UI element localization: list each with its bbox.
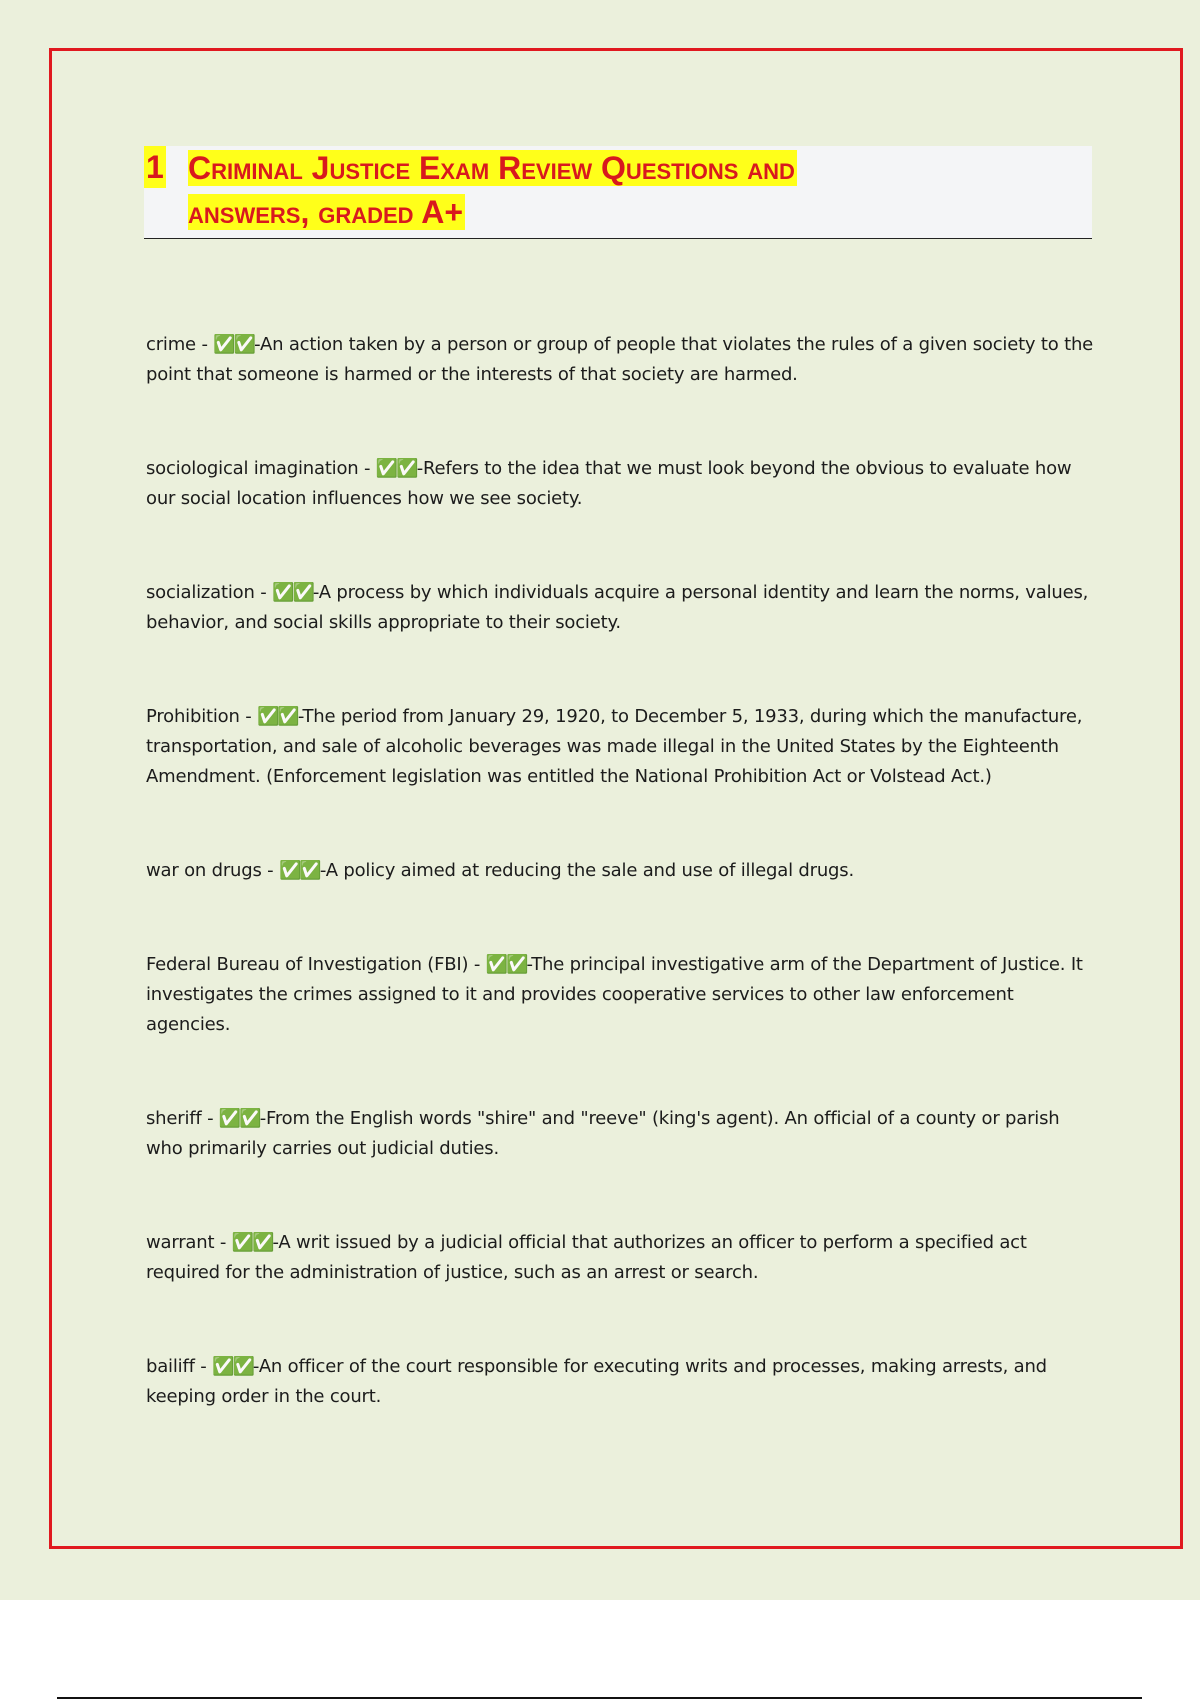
entry-list [146,330,1096,1412]
entry-term: war on drugs [146,860,262,881]
list-item: sheriff - ✅✅-From the English words "shire" and "reeve" (king's agent). An official of a county or parish who primarily carries out judicial duties. [146,1108,1060,1159]
list-item: crime - ✅✅-An action taken by a person or group of people that violates the rules of a given society to the point that someone is harmed or the interests of that society are harmed. [146,334,1094,385]
entry-term: Prohibition [146,706,240,727]
list-item: warrant - ✅✅-A writ issued by a judicial official that authorizes an officer to perform a specified act required for the administration of justice, such as an arrest or search. [146,1232,1027,1283]
heading-number: 1 [144,146,166,188]
entry-definition: The principal investigative arm of the Department of Justice. It investigates the crimes assigned to it and provides cooperative services to other law enforcement agencies. [146,954,1083,1035]
entry-term: sheriff [146,1108,202,1129]
entry-definition: An officer of the court responsible for executing writs and processes, making arrests, and keeping order in the court. [146,1356,1047,1407]
list-item: Federal Bureau of Investigation (FBI) - ✅✅-The principal investigative arm of the Department of Justice. It investigates the crimes assigned to it and provides cooperative services to other law enforcement agencies. [146,954,1083,1035]
entry-definition: The period from January 29, 1920, to December 5, 1933, during which the manufacture, transportation, and sale of alcoholic beverages was made illegal in the United States by the Eighteenth Amendment. (Enforcement legislation was entitled the National Prohibition Act or Volstead Act.) [146,706,1083,787]
list-item: sociological imagination - ✅✅-Refers to the idea that we must look beyond the obvious to evaluate how our social location influences how we see society. [146,458,1072,509]
double-check-icon: ✅✅ [375,458,417,479]
double-check-icon: ✅✅ [272,582,313,603]
entry-term: Federal Bureau of Investigation (FBI) [146,954,469,975]
heading-title [188,146,1048,234]
footer-divider [57,1697,1142,1699]
entry-definition: An action taken by a person or group of people that violates the rules of a given society to the point that someone is harmed or the interests of that society are harmed. [146,334,1094,385]
entry-definition: Refers to the idea that we must look beyond the obvious to evaluate how our social location influences how we see society. [146,458,1072,509]
document-heading [144,146,1092,239]
list-item: Prohibition - ✅✅-The period from January 29, 1920, to December 5, 1933, during which the manufacture, transportation, and sale of alcoholic beverages was made illegal in the United States by the Eighteenth Amendment. (Enforcement legislation was entitled the National Prohibition Act or Volstead Act.) [146,706,1083,787]
list-item: war on drugs - ✅✅-A policy aimed at reducing the sale and use of illegal drugs. [146,860,854,881]
entry-definition: A process by which individuals acquire a personal identity and learn the norms, values, behavior, and social skills appropriate to their society. [146,582,1089,633]
entry-term: socialization [146,582,255,603]
list-item: socialization - ✅✅-A process by which individuals acquire a personal identity and learn the norms, values, behavior, and social skills appropriate to their society. [146,582,1089,633]
list-item: bailiff - ✅✅-An officer of the court responsible for executing writs and processes, making arrests, and keeping order in the court. [146,1356,1047,1407]
double-check-icon: ✅✅ [213,334,255,355]
double-check-icon: ✅✅ [279,860,320,881]
double-check-icon: ✅✅ [257,706,298,727]
entry-definition: From the English words "shire" and "reeve" (king's agent). An official of a county or parish who primarily carries out judicial duties. [146,1108,1060,1159]
double-check-icon: ✅✅ [218,1108,260,1129]
double-check-icon: ✅✅ [212,1356,253,1377]
entry-definition: A policy aimed at reducing the sale and use of illegal drugs. [325,860,854,881]
heading-title-line1: Criminal Justice Exam Review Questions and [188,150,795,186]
entry-term: bailiff [146,1356,195,1377]
entry-definition: A writ issued by a judicial official that authorizes an officer to perform a specified act required for the administration of justice, such as an arrest or search. [146,1232,1027,1283]
double-check-icon: ✅✅ [231,1232,273,1253]
entry-term: crime [146,334,196,355]
entry-term: warrant [146,1232,215,1253]
heading-title-line2: answers, graded A+ [188,194,464,230]
double-check-icon: ✅✅ [485,954,527,975]
entry-term: sociological imagination [146,458,359,479]
